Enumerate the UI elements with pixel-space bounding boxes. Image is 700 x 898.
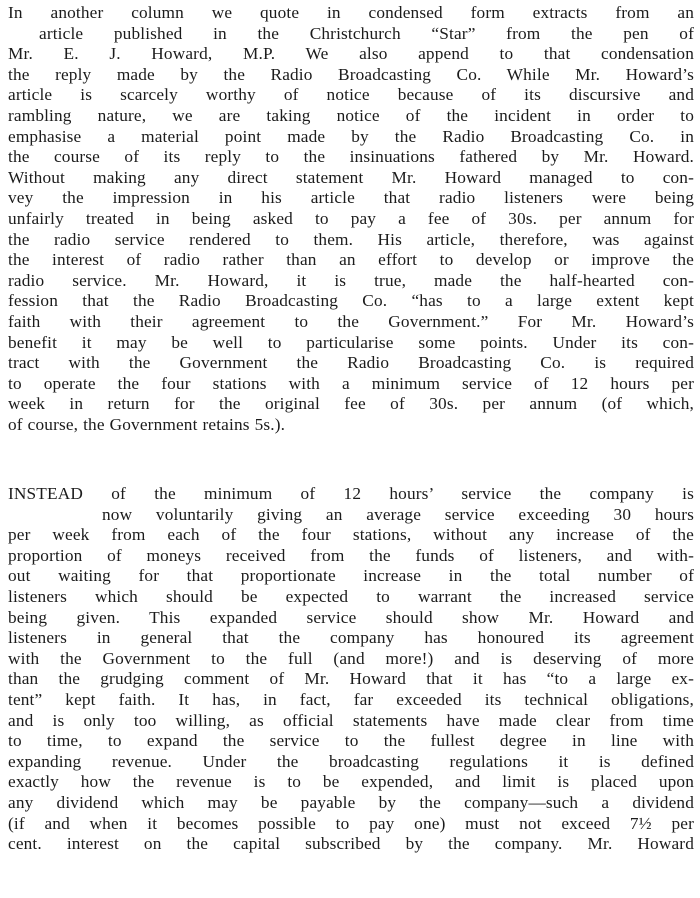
text-line: the radio service rendered to them. His article, therefore, was against bbox=[8, 229, 694, 249]
text-line: article published in the Christchurch “Star” from the pen of bbox=[39, 23, 694, 43]
text-line: emphasise a material point made by the Radio Broadcasting Co. in bbox=[8, 126, 694, 146]
text-line: and is only too willing, as official statements have made clear from time bbox=[8, 710, 694, 730]
text-line: the reply made by the Radio Broadcasting Co. While Mr. Howard’s bbox=[8, 64, 694, 84]
text-line: listeners which should be expected to warrant the increased service bbox=[8, 586, 694, 606]
text-line: tent” kept faith. It has, in fact, far exceeded its technical obligations, bbox=[8, 689, 694, 709]
text-line: to time, to expand the service to the fullest degree in line with bbox=[8, 731, 694, 751]
text-line: benefit it may be well to particularise some points. Under its con- bbox=[8, 332, 694, 352]
text-line: article is scarcely worthy of notice because of its discursive and bbox=[8, 85, 694, 105]
text-line: faith with their agreement to the Government.” For Mr. Howard’s bbox=[8, 311, 694, 331]
text-line: expanding revenue. Under the broadcasting regulations it is defined bbox=[8, 751, 694, 771]
text-line: Without making any direct statement Mr. Howard managed to con- bbox=[8, 167, 694, 187]
paragraph-1 bbox=[8, 3, 694, 435]
text-line: the course of its reply to the insinuations fathered by Mr. Howard. bbox=[8, 147, 694, 167]
text-line: per week from each of the four stations, without any increase of the bbox=[8, 525, 694, 545]
paragraph-2 bbox=[8, 484, 694, 855]
text-line: tract with the Government the Radio Broadcasting Co. is required bbox=[8, 353, 694, 373]
text-line: with the Government to the full (and more!) and is deserving of more bbox=[8, 648, 694, 668]
text-line: listeners in general that the company has honoured its agreement bbox=[8, 628, 694, 648]
text-line: vey the impression in his article that radio listeners were being bbox=[8, 188, 694, 208]
text-line: unfairly treated in being asked to pay a fee of 30s. per annum for bbox=[8, 208, 694, 228]
text-line: of course, the Government retains 5s.). bbox=[8, 414, 286, 434]
text-line: (if and when it becomes possible to pay one) must not exceed 7½ per bbox=[8, 813, 694, 833]
text-line: exactly how the revenue is to be expended, and limit is placed upon bbox=[8, 772, 694, 792]
text-line: than the grudging comment of Mr. Howard that it has “to a large ex- bbox=[8, 669, 694, 689]
text-line: fession that the Radio Broadcasting Co. “has to a large extent kept bbox=[8, 291, 694, 311]
text-line: being given. This expanded service should show Mr. Howard and bbox=[8, 607, 694, 627]
text-line: now voluntarily giving an average service exceeding 30 hours bbox=[102, 504, 694, 524]
text-line: any dividend which may be payable by the company—such a dividend bbox=[8, 792, 694, 812]
text-line: out waiting for that proportionate increase in the total number of bbox=[8, 566, 694, 586]
text-line: to operate the four stations with a minimum service of 12 hours per bbox=[8, 373, 694, 393]
text-line: rambling nature, we are taking notice of the incident in order to bbox=[8, 105, 694, 125]
text-line: cent. interest on the capital subscribed by the company. Mr. Howard bbox=[8, 834, 694, 854]
text-line: In another column we quote in condensed form extracts from an bbox=[8, 3, 694, 22]
text-line: proportion of moneys received from the funds of listeners, and with- bbox=[8, 545, 694, 565]
text-line: week in return for the original fee of 30s. per annum (of which, bbox=[8, 394, 694, 414]
text-line: Mr. E. J. Howard, M.P. We also append to that condensation bbox=[8, 44, 694, 64]
text-line: the interest of radio rather than an effort to develop or improve the bbox=[8, 250, 694, 270]
text-line: INSTEAD of the minimum of 12 hours’ service the company is bbox=[8, 484, 694, 503]
text-line: radio service. Mr. Howard, it is true, made the half-hearted con- bbox=[8, 270, 694, 290]
